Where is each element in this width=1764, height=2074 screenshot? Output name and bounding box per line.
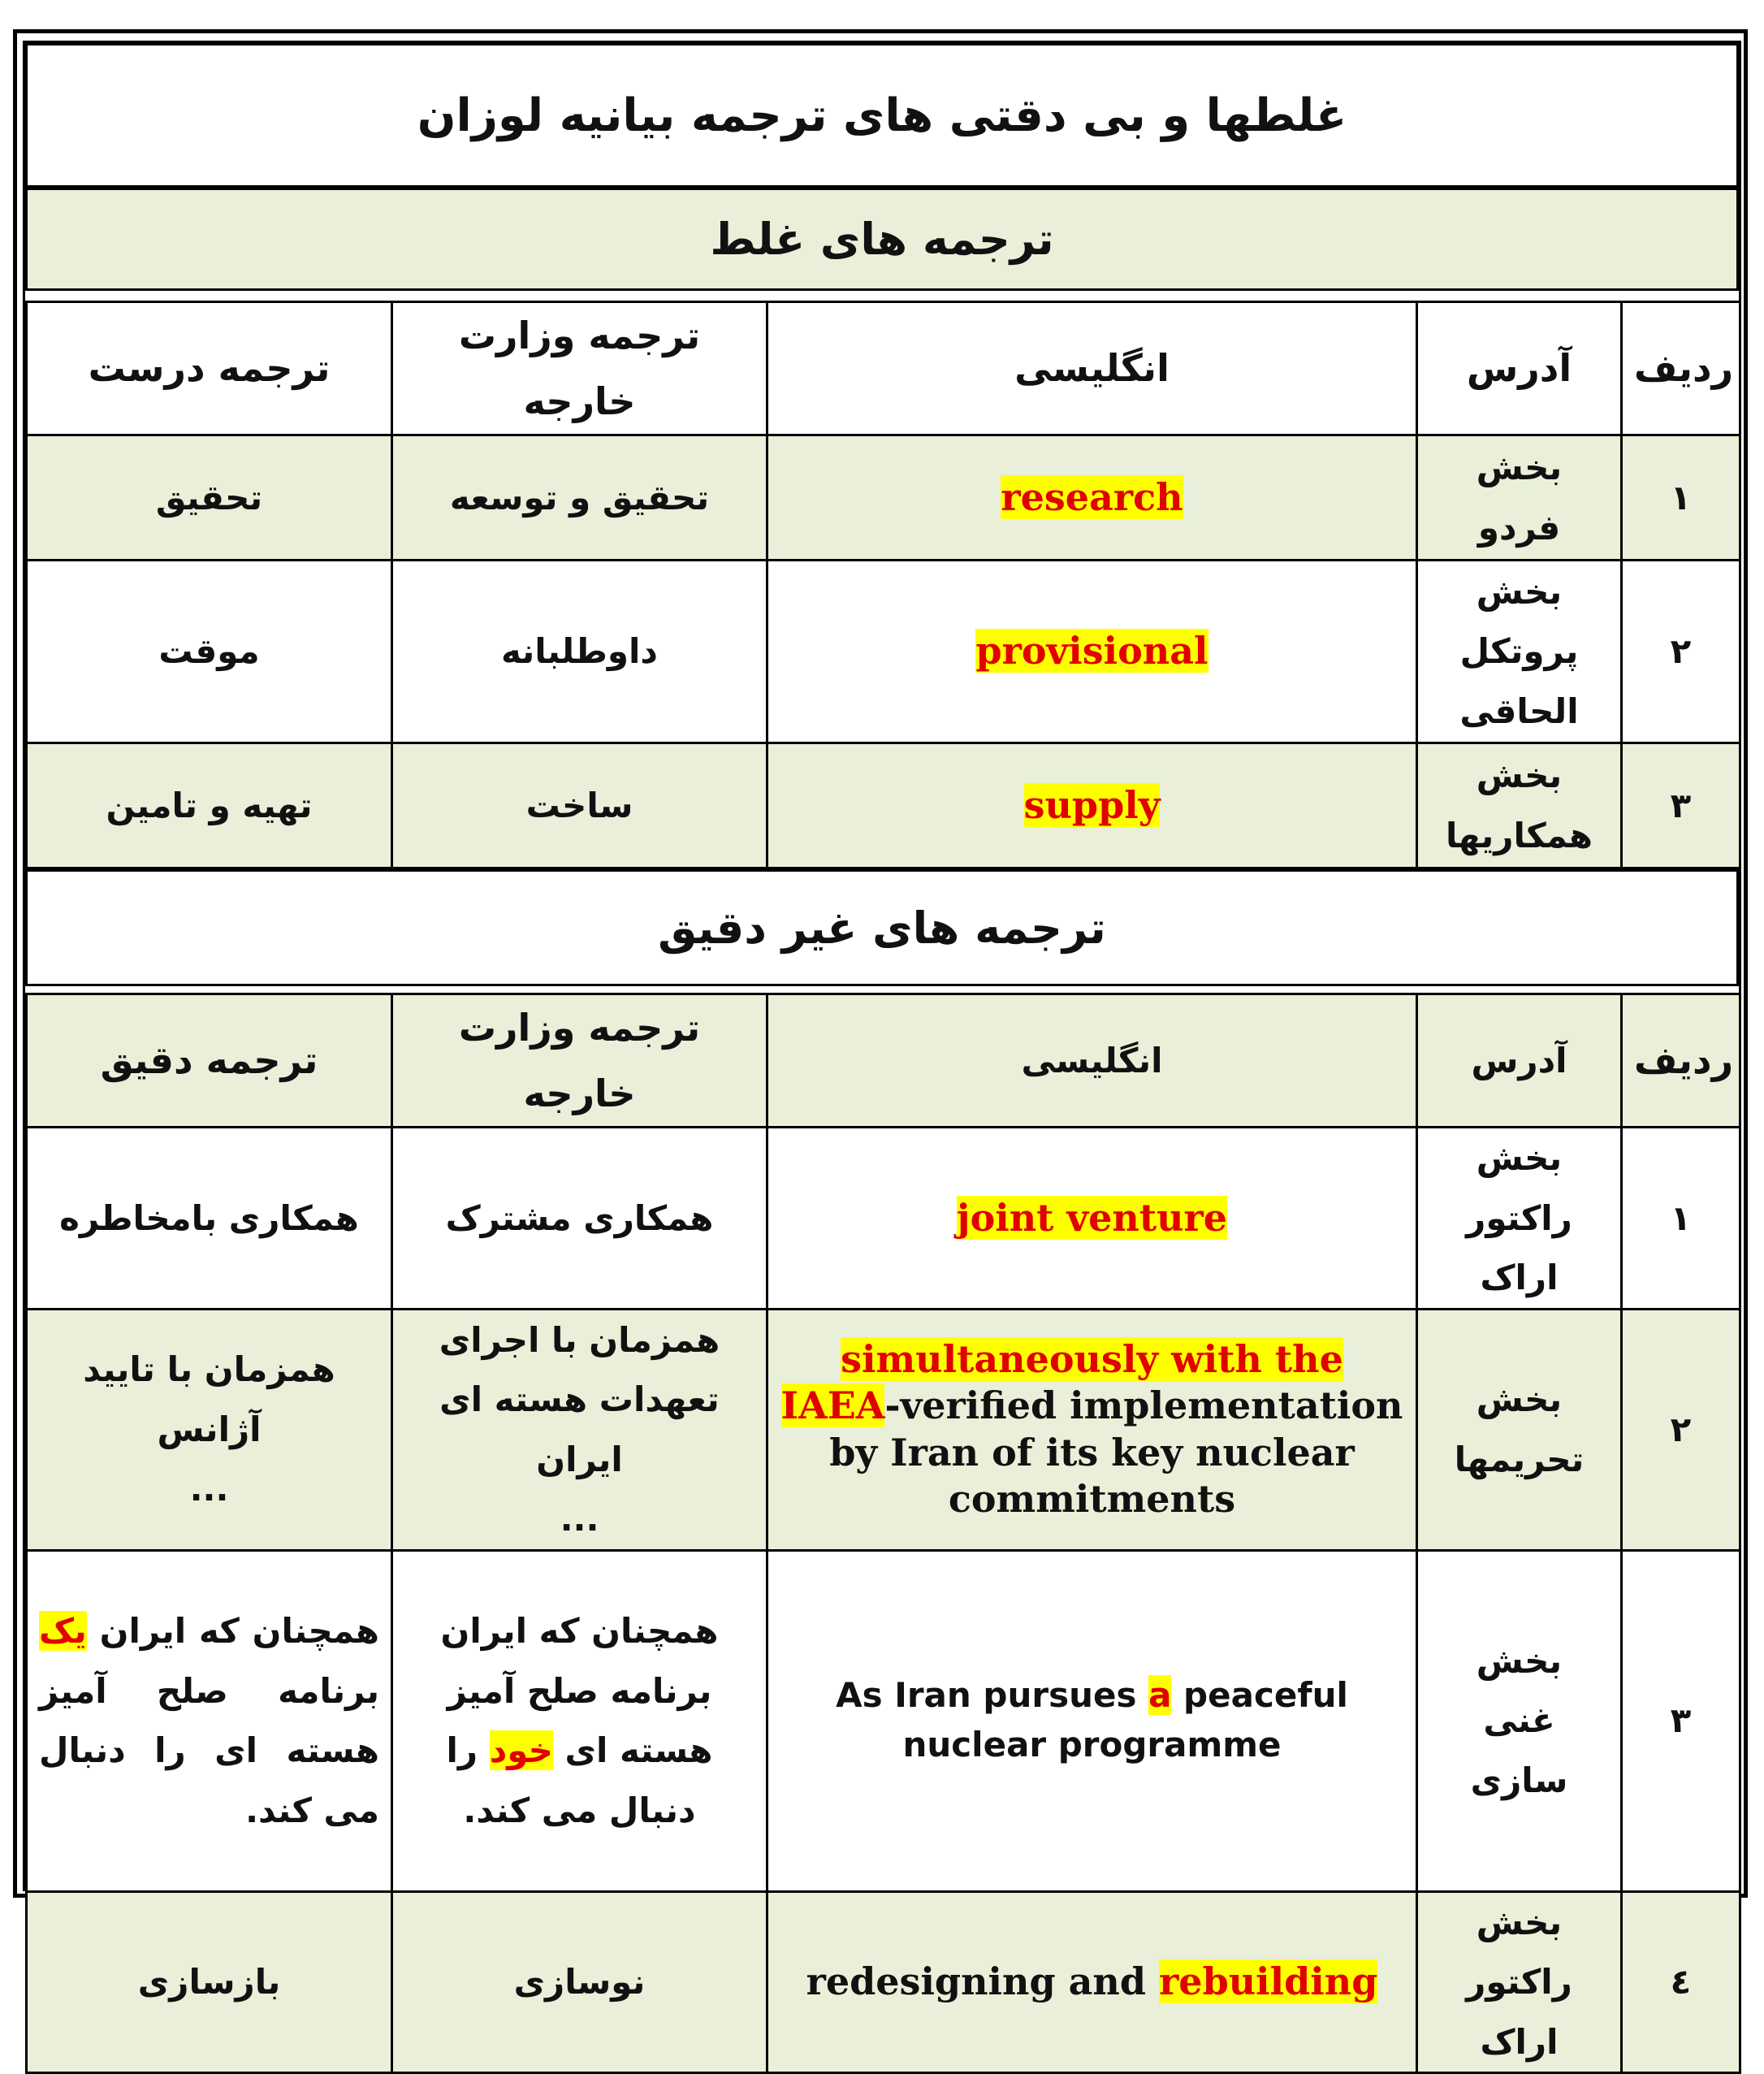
address-line: بخش (1476, 1902, 1563, 1942)
correct-cell (39, 1601, 379, 1840)
address-line: بخش (1476, 448, 1563, 487)
ministry-line: همزمان با اجرای (439, 1319, 720, 1360)
correct-post: برنامه صلح آمیز هسته ای را دنبال می کند. (39, 1670, 379, 1830)
ministry-post: را دنبال می کند. (446, 1730, 696, 1830)
wrong-translations-table (25, 301, 1741, 869)
header-english: انگلیسی (1014, 346, 1170, 391)
address-line: پروتکل (1459, 631, 1579, 672)
ministry-cell: ساخت (525, 785, 633, 825)
english-highlight: rebuilding (1159, 1959, 1378, 2003)
header-ministry: ترجمه وزارت خارجه (458, 314, 701, 423)
ministry-line: ... (560, 1499, 599, 1539)
ministry-line: تعهدات هسته ای ایران (439, 1379, 720, 1479)
correct-cell: موقت (158, 631, 260, 672)
address-line: بخش (1476, 1379, 1563, 1419)
header-address: آدرس (1466, 346, 1572, 391)
table-row (27, 561, 1740, 743)
header-radif: ردیف (1634, 346, 1734, 391)
table-row (27, 743, 1740, 868)
radif-cell: ۲ (1670, 631, 1692, 672)
address-line: بخش (1476, 1640, 1563, 1681)
address-line: بخش (1476, 1138, 1563, 1178)
radif-cell: ۲ (1670, 1409, 1692, 1449)
table-header-row (27, 994, 1740, 1128)
table-row (27, 1128, 1740, 1310)
section1-title: ترجمه های غلط (710, 214, 1054, 265)
header-address: آدرس (1471, 1040, 1567, 1080)
header-english: انگلیسی (1021, 1040, 1163, 1080)
address-line: بخش (1476, 756, 1563, 795)
english-pre: As Iran pursues (836, 1675, 1149, 1716)
radif-cell: ۳ (1670, 785, 1692, 825)
english-rest: -verified implementation by Iran of its key nuclear commitments (829, 1383, 1403, 1521)
english-cell (780, 1671, 1404, 1770)
ministry-cell: داوطلبانه (501, 631, 658, 672)
english-cell (780, 1959, 1404, 2006)
header-correct: ترجمه دقیق (100, 1038, 318, 1083)
address-line: تحریمها (1454, 1439, 1585, 1479)
english-cell: provisional (975, 629, 1208, 673)
radif-cell: ٤ (1670, 1962, 1692, 2002)
table-row (27, 1891, 1740, 2073)
radif-cell: ۱ (1670, 477, 1692, 517)
english-highlight: a (1148, 1675, 1172, 1716)
table-row (27, 435, 1740, 561)
table-row (27, 1550, 1740, 1891)
radif-cell: ۳ (1670, 1700, 1692, 1741)
correct-cell: تحقیق (155, 477, 263, 517)
ministry-cell: نوسازی (513, 1962, 646, 2002)
section2-title-box (25, 869, 1739, 986)
english-cell: supply (1023, 782, 1161, 827)
english-cell: joint venture (956, 1195, 1228, 1240)
ministry-highlight: خود (489, 1730, 553, 1770)
address-line: راکتور اراک (1466, 1197, 1572, 1297)
english-cell: research (1001, 474, 1183, 519)
document-title: غلطها و بی دقتی های ترجمه بیانیه لوزان (417, 89, 1347, 142)
ministry-pre: همچنان که ایران برنامه صلح آمیز هسته ای (440, 1611, 719, 1770)
address-line: راکتور اراک (1466, 1962, 1572, 2062)
address-line: فردو (1477, 507, 1561, 548)
header-radif: ردیف (1634, 1038, 1734, 1083)
correct-line: ... (189, 1469, 229, 1509)
english-cell (780, 1336, 1404, 1523)
address-line: غنی سازی (1470, 1700, 1568, 1800)
address-line: همکاریها (1446, 815, 1593, 855)
section1-title-box (25, 188, 1739, 291)
correct-pre: همچنان که ایران (86, 1611, 379, 1651)
header-correct: ترجمه درست (88, 346, 331, 391)
document-title-box (25, 43, 1739, 188)
correct-line: همزمان با تایید آژانس (83, 1349, 335, 1449)
radif-cell: ۱ (1670, 1197, 1692, 1238)
ministry-cell (404, 1601, 754, 1840)
table-header-row (27, 302, 1740, 435)
ministry-cell: تحقیق و توسعه (449, 477, 710, 517)
correct-cell: همکاری بامخاطره (59, 1197, 359, 1238)
english-highlight: simultaneously with the IAEA (780, 1336, 1343, 1427)
table-row (27, 1309, 1740, 1550)
section2-title: ترجمه های غیر دقیق (658, 902, 1106, 954)
correct-cell: تهیه و تامین (106, 785, 313, 825)
english-pre: redesigning and (806, 1959, 1160, 2003)
correct-cell: بازسازی (137, 1962, 281, 2002)
ministry-cell: همکاری مشترک (445, 1197, 714, 1238)
address-line: بخش (1476, 571, 1563, 612)
inaccurate-translations-table (25, 993, 1741, 2074)
correct-highlight: یک (39, 1611, 87, 1651)
english-post: peaceful nuclear programme (902, 1675, 1348, 1764)
header-ministry: ترجمه وزارت خارجه (458, 1006, 701, 1115)
address-line: الحاقی (1459, 691, 1579, 731)
